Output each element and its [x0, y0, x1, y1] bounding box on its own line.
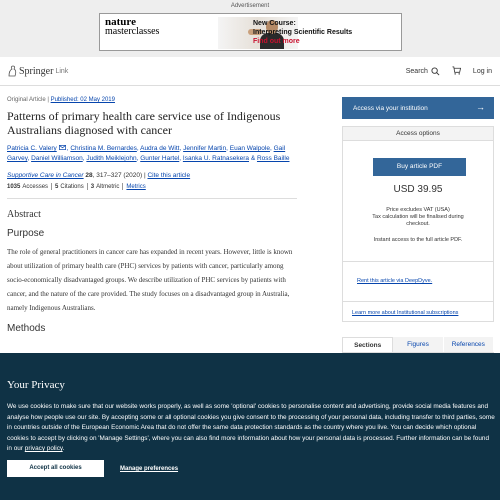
site-header: [0, 57, 500, 86]
search-button[interactable]: Search: [406, 67, 440, 76]
author-link[interactable]: Gunter Hartel: [140, 155, 180, 162]
author-link[interactable]: Audra de Witt: [140, 145, 180, 152]
purpose-heading: Purpose: [7, 228, 45, 239]
cookie-text: We use cookies to make sure that our website works properly, as well as some 'optional' cookies to personalise content and advertising, provide social media features and analyse how people use our site. By accepting some or all optional cookies you give consent to the processing of your personal data, including transfer to third parties, some in countries outside of the European Economic Area that do not offer the same data protection standards as the country where you live. You can decide which optional cookies to accept by clicking on 'Manage Settings', where you can also find more information about how your personal data is processed. Further information can be found in our privacy policy.: [7, 403, 495, 452]
published-date-link[interactable]: Published: 02 May 2019: [50, 97, 115, 103]
metrics-link[interactable]: Metrics: [126, 183, 146, 190]
tab-sections[interactable]: Sections: [342, 337, 393, 352]
login-link[interactable]: Log in: [472, 68, 492, 75]
ad-find-out-more[interactable]: Find out more: [253, 38, 300, 45]
search-icon: [431, 67, 440, 76]
author-link[interactable]: Patricia C. Valery: [7, 145, 57, 152]
privacy-policy-link[interactable]: privacy policy: [24, 445, 63, 452]
tab-figures[interactable]: Figures: [393, 337, 443, 352]
springer-horse-icon: [7, 65, 17, 77]
author-link[interactable]: Gail Garvey: [7, 145, 286, 162]
email-icon[interactable]: [59, 145, 66, 150]
author-link[interactable]: Jennifer Martin: [183, 145, 227, 152]
author-link[interactable]: Christina M. Bernardes: [70, 145, 137, 152]
cite-link[interactable]: Cite this article: [147, 172, 191, 179]
purpose-paragraph: The role of general practitioners in cancer care has expanded in recent years. However, little is known about utilization of primary health care (PHC) services by patients with cancer, particularly among socio-economically disadvantaged groups. We describe utilization of PHC services by patients with cancer, and the nature of the care provided. The study focuses on a disadvantaged group in Australia, namely Indigenous Australians.: [7, 248, 293, 312]
citations-count: 5: [55, 183, 59, 190]
institutional-subscriptions-link[interactable]: Learn more about Institutional subscriptions: [352, 310, 459, 316]
article-meta: Original Article | Published: 02 May 2019: [7, 97, 115, 103]
journal-citation: Supportive Care in Cancer 28, 317–327 (2020) | Cite this article: [7, 172, 191, 179]
cart-button[interactable]: [452, 66, 461, 77]
article-price: USD 39.95: [393, 184, 443, 195]
journal-volume: 28: [85, 172, 93, 179]
cart-icon: [452, 66, 461, 75]
author-link[interactable]: Daniel Williamson: [31, 155, 83, 162]
accept-all-cookies-button[interactable]: Accept all cookies: [7, 460, 104, 477]
article-main: [7, 97, 297, 334]
tab-references[interactable]: References: [444, 337, 494, 352]
nature-masterclasses-logo: nature masterclasses: [105, 16, 160, 37]
ad-text: New Course: Interpreting Scientific Results Find out more: [253, 20, 353, 45]
article-type: Original Article: [7, 97, 46, 103]
buy-article-pdf-button[interactable]: Buy article PDF: [373, 158, 466, 176]
author-link[interactable]: Isanka U. Ratnasekera: [182, 155, 250, 162]
price-note: Price excludes VAT (USA) Tax calculation will be finalised during checkout.: [372, 207, 464, 227]
access-options-panel: [342, 126, 494, 322]
author-link[interactable]: Euan Walpole: [229, 145, 270, 152]
author-list: Patricia C. Valery , Christina M. Bernardes, Audra de Witt, Jennifer Martin, Euan Walpole, Gail Garvey, Daniel Williamson, Judith Meiklejohn, Gunter Hartel, Isanka U. Ratnasekera & Ross Baille: [7, 145, 290, 162]
ad-label: Advertisement: [230, 3, 270, 9]
ad-banner[interactable]: [99, 13, 402, 51]
abstract-heading: Abstract: [7, 209, 41, 220]
article-title: Patterns of primary health care service use of Indigenous Australians diagnosed with cancer: [7, 109, 281, 137]
methods-heading: Methods: [7, 323, 46, 334]
sidebar-tabs: [342, 337, 494, 353]
instant-access-note: Instant access to the full article PDF.: [373, 237, 463, 243]
arrow-right-icon: →: [476, 102, 485, 112]
author-link[interactable]: Judith Meiklejohn: [86, 155, 137, 162]
journal-pages: , 317–327 (2020): [92, 172, 143, 179]
journal-link[interactable]: Supportive Care in Cancer: [7, 172, 84, 179]
accesses-count: 1035: [7, 183, 21, 190]
cookie-heading: Your Privacy: [7, 379, 65, 391]
springer-link-logo[interactable]: Springer Link: [7, 65, 68, 77]
cookie-banner: [0, 353, 500, 500]
rent-deepdyve-link[interactable]: Rent this article via DeepDyve.: [357, 278, 433, 284]
altmetric-count: 3: [90, 183, 95, 190]
advertisement-bar: [0, 0, 500, 57]
access-options-heading: Access options: [343, 127, 493, 141]
manage-preferences-link[interactable]: Manage preferences: [120, 466, 179, 472]
author-link[interactable]: Ross Baille: [256, 155, 290, 162]
article-metrics: 1035 Accesses 5 Citations 3 Altmetric Metrics: [7, 183, 146, 190]
access-via-institution-button[interactable]: Access via your institution →: [342, 97, 494, 119]
